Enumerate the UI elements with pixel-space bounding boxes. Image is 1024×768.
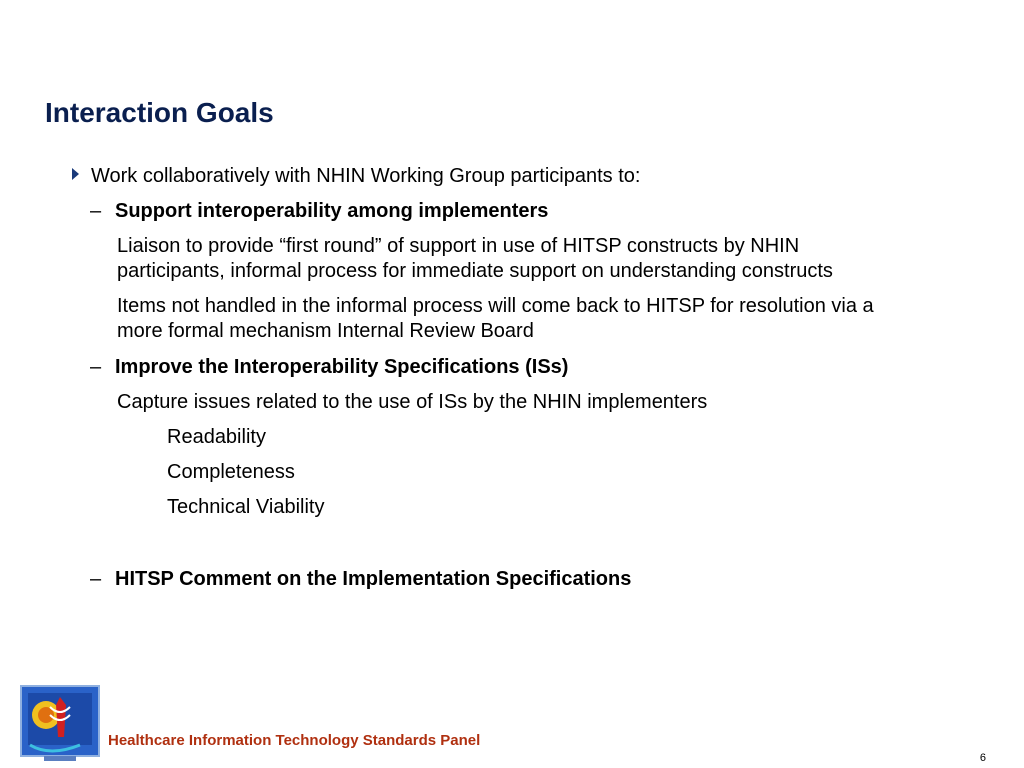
paragraph-line: Items not handled in the informal process will come back to HITSP for resolution via a (117, 295, 874, 317)
list-item: Technical Viability (167, 496, 325, 518)
list-item: Readability (167, 426, 266, 448)
slide-title: Interaction Goals (45, 97, 274, 128)
paragraph-line: more formal mechanism Internal Review Board (117, 320, 534, 342)
dash-marker: – (90, 356, 102, 378)
paragraph-line: participants, informal process for immediate support on understanding constructs (117, 260, 833, 282)
footer-org-name: Healthcare Information Technology Standards Panel (108, 732, 481, 749)
page-number: 6 (979, 752, 986, 764)
hitsp-logo-icon (20, 685, 100, 763)
dash-marker: – (90, 568, 102, 590)
list-item: Completeness (167, 461, 295, 483)
sub-heading-comment: HITSP Comment on the Implementation Specifications (115, 568, 632, 590)
sub-heading-support: Support interoperability among implementers (115, 200, 549, 222)
triangle-bullet-icon (72, 168, 79, 180)
paragraph-line: Liaison to provide “first round” of support in use of HITSP constructs by NHIN (117, 235, 800, 257)
paragraph-line: Capture issues related to the use of ISs by the NHIN implementers (117, 391, 708, 413)
sub-heading-improve: Improve the Interoperability Specifications (ISs) (115, 356, 569, 378)
bullet-text: Work collaboratively with NHIN Working Group participants to: (91, 165, 641, 187)
dash-marker: – (90, 200, 102, 222)
